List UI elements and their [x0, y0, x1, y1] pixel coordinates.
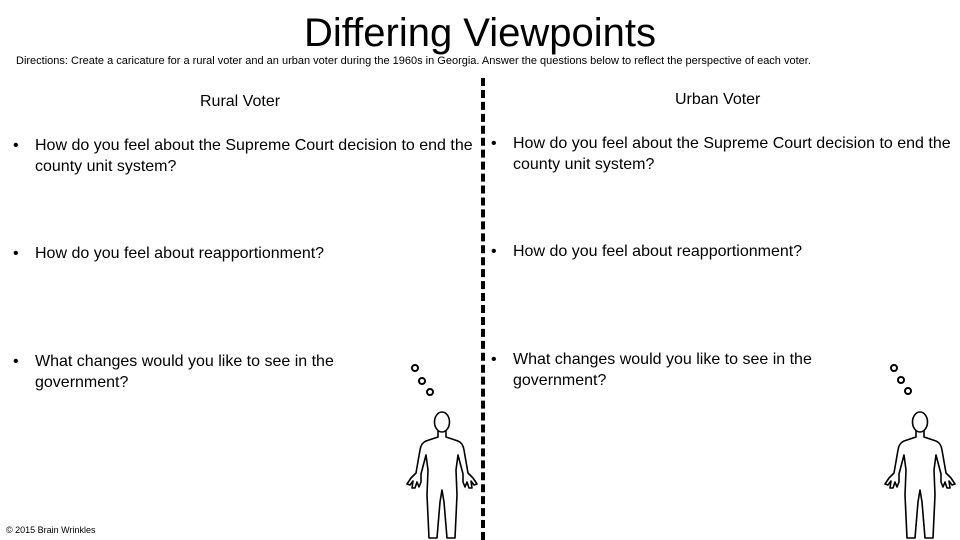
- urban-voter-heading: Urban Voter: [675, 91, 761, 108]
- urban-body-outline-icon: [880, 410, 960, 540]
- bullet: •: [491, 351, 497, 368]
- urban-question-3-text: What changes would you like to see in the government?: [513, 351, 812, 389]
- rural-question-3-text: What changes would you like to see in the government?: [35, 353, 334, 391]
- rural-voter-heading: Rural Voter: [200, 93, 281, 110]
- directions-label: Directions: [16, 55, 65, 67]
- bullet: •: [491, 243, 497, 260]
- rural-question-1: [13, 135, 473, 177]
- rural-thought-bubbles-icon: [408, 360, 438, 400]
- bullet: •: [13, 353, 19, 370]
- urban-question-1: [491, 133, 951, 175]
- bullet: •: [13, 137, 19, 154]
- urban-question-1-text: How do you feel about the Supreme Court decision to end the county unit system?: [513, 135, 951, 173]
- rural-body-outline-icon: [402, 410, 482, 540]
- rural-question-3: [13, 351, 378, 393]
- bullet: •: [13, 245, 19, 262]
- page-title: Differing Viewpoints: [303, 11, 657, 55]
- rural-question-1-text: How do you feel about the Supreme Court decision to end the county unit system?: [35, 137, 473, 175]
- copyright-notice: © 2015 Brain Wrinkles: [6, 525, 96, 535]
- urban-thought-bubbles-icon: [887, 360, 917, 400]
- urban-question-2-text: How do you feel about reapportionment?: [513, 243, 803, 260]
- urban-question-2: [491, 241, 951, 262]
- directions-text: : Create a caricature for a rural voter and an urban voter during the 1960s in Georgia. Answer the questions below to reflect the perspective of each voter.: [64, 55, 811, 67]
- rural-question-2-text: How do you feel about reapportionment?: [35, 245, 325, 262]
- directions: [16, 54, 811, 68]
- urban-question-3: [491, 349, 856, 391]
- rural-question-2: [13, 243, 473, 264]
- bullet: •: [491, 135, 497, 152]
